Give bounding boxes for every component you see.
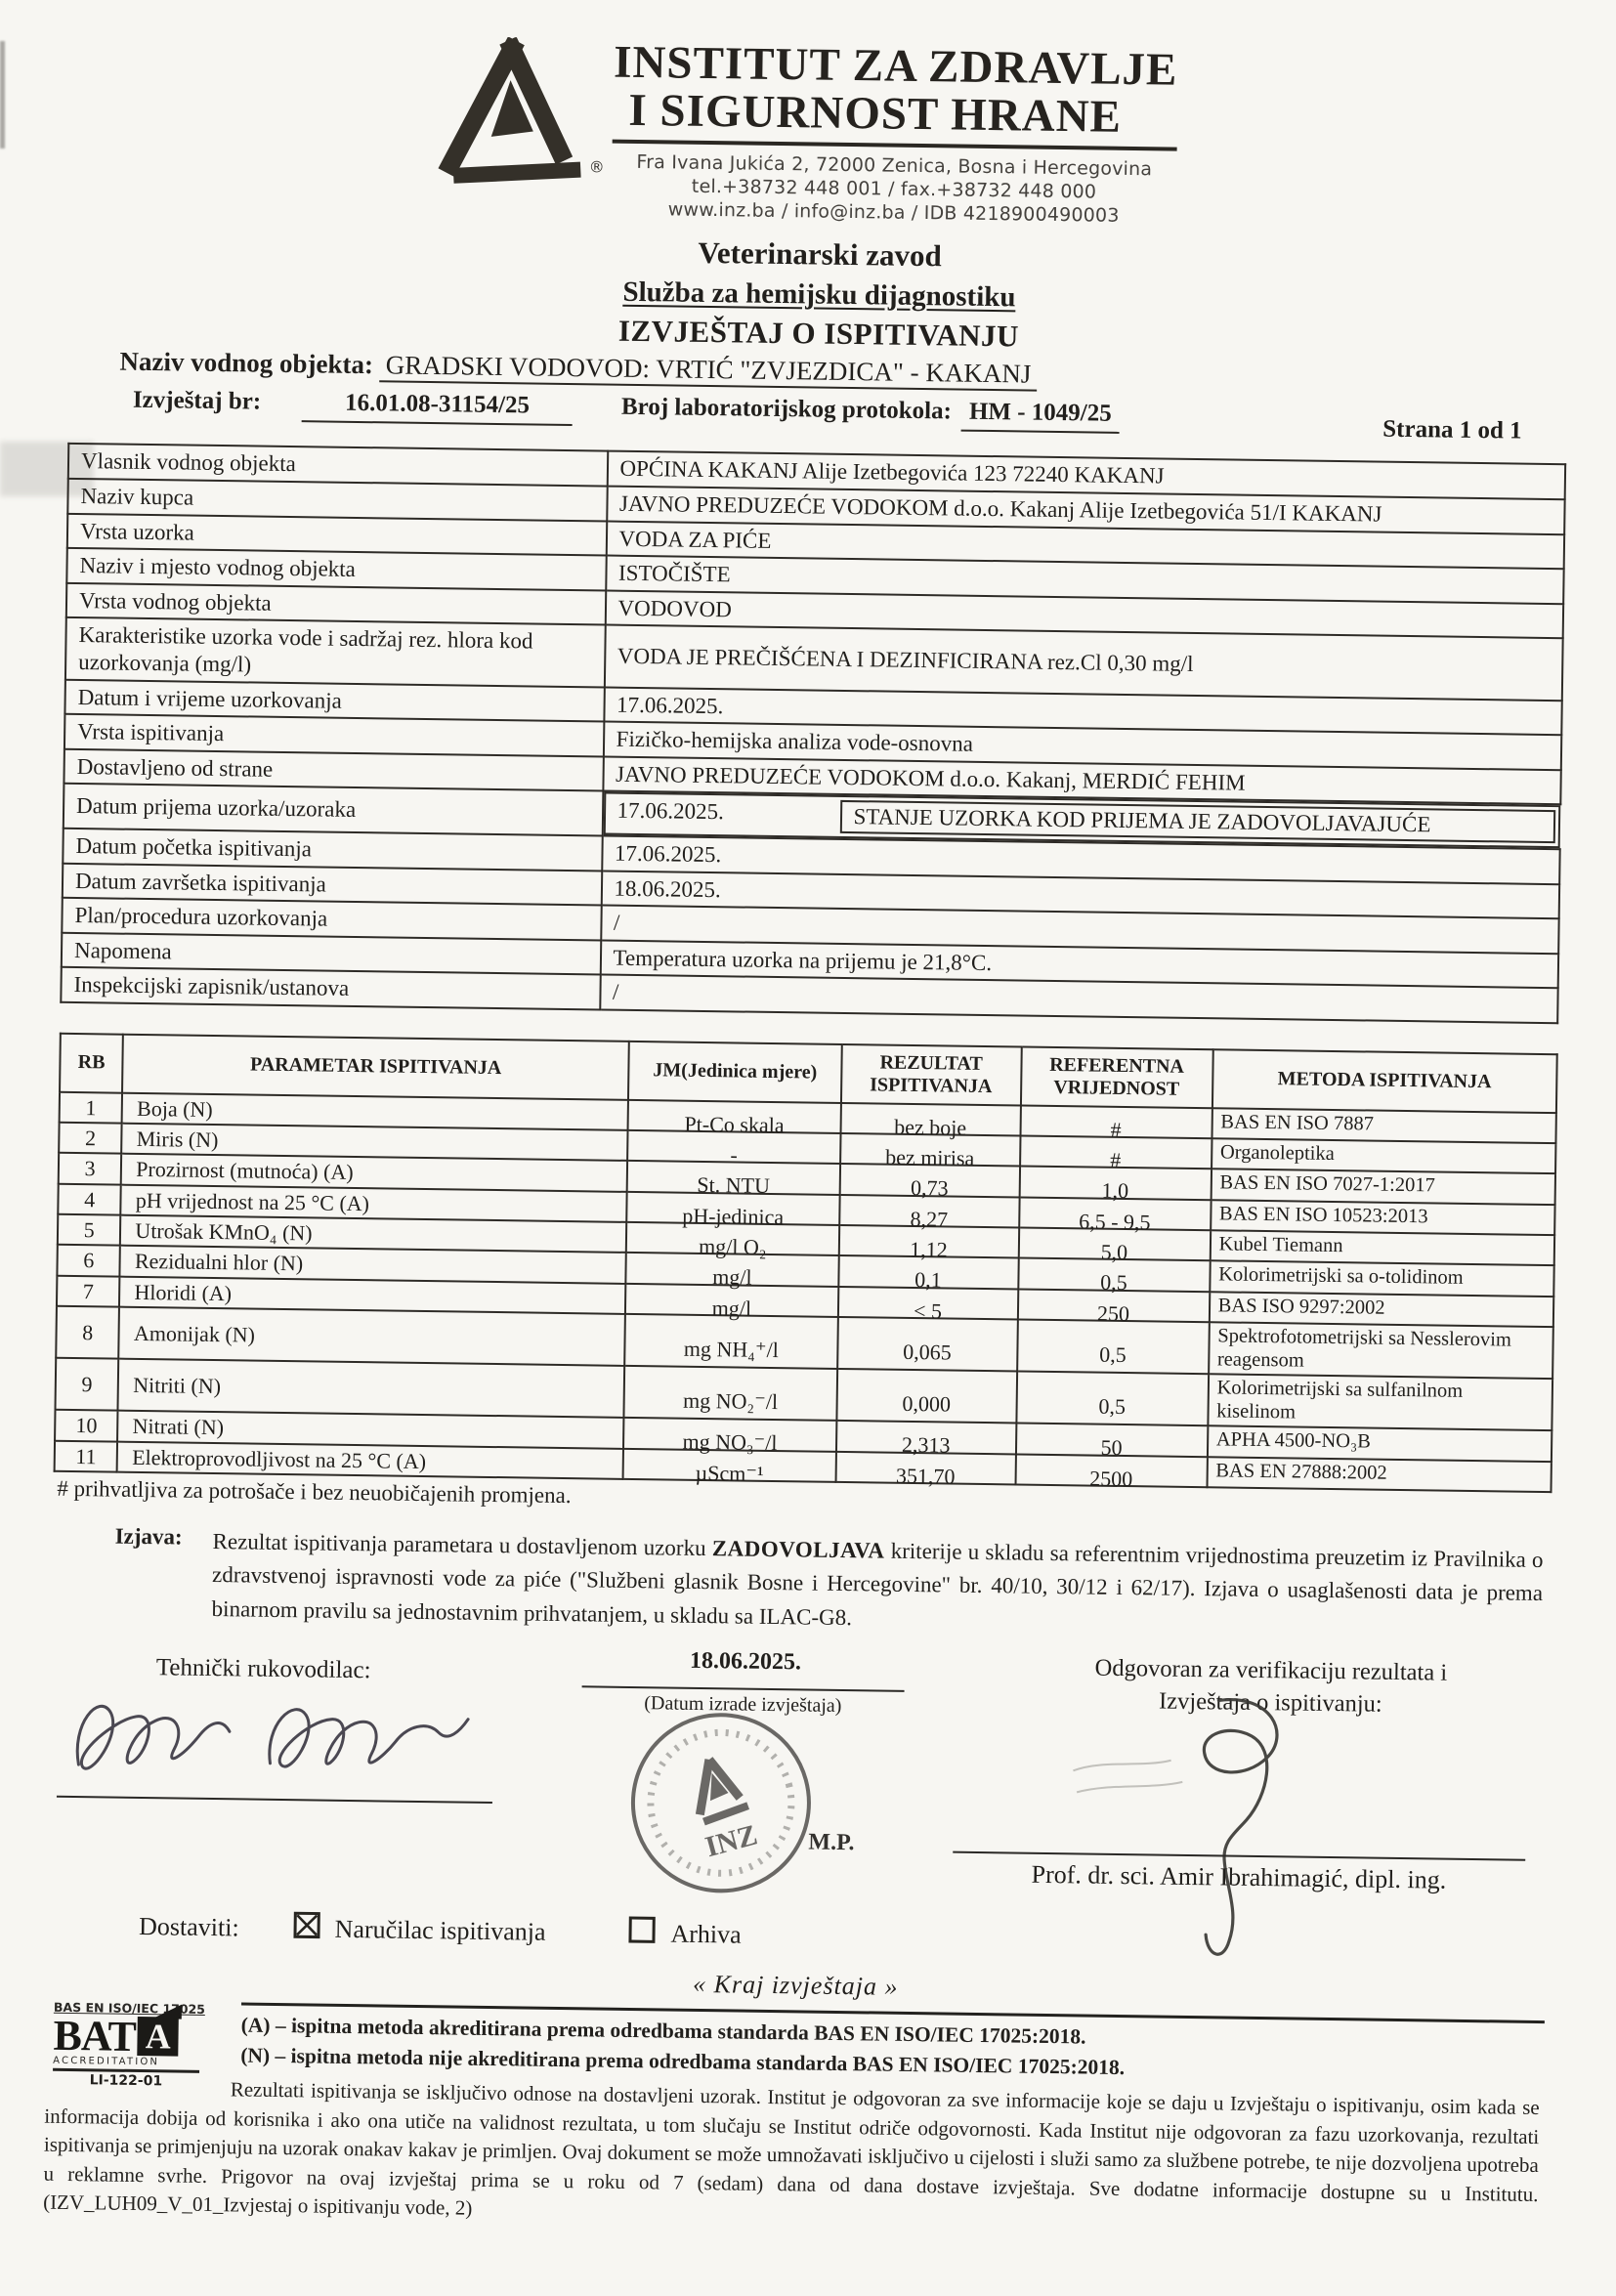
cell-parameter: Hloridi (A)	[119, 1276, 625, 1314]
sample-state-box: STANJE UZORKA KOD PRIJEMA JE ZADOVOLJAVAJUĆE	[839, 800, 1555, 843]
bata-standard-label: BAS EN ISO/IEC 17025	[53, 2000, 206, 2018]
info-value: 17.06.2025.	[604, 687, 1562, 735]
cell-result: bez mirisa	[840, 1133, 1020, 1167]
report-title: IZVJEŠTAJ O ISPITIVANJU	[617, 313, 1020, 354]
distribution-label: Dostaviti:	[138, 1911, 239, 1942]
institute-phone-fax: tel.+38732 448 001 / fax.+38732 448 000	[691, 175, 1097, 203]
cell-unit: Pt-Co skala	[628, 1100, 841, 1133]
info-label: Karakteristike uzorka vode i sadržaj rez. hlora kod uzorkovanja (mg/l)	[65, 617, 605, 687]
info-value: JAVNO PREDUZEĆE VODOKOM d.o.o. Kakanj, MERDIĆ FEHIM	[603, 756, 1561, 804]
disclaimer-paragraph: Rezultati ispitivanja se isključivo odnose na dostavljeni uzorak. Institut je odgovoran za sve informacije koje se daju u Izvještaju o ispitivanju, osim kada se informacija dobija od korisnika i ako ona utiče na validnost rezultata, u tom slučaju se Institut odriče odgovornosti. Kada Institut nije odgovoran za fazu uzorkovanja, rezultati ispitivanja se primjenjuju na uzorak onakav kakav je primljen. Ovaj dokument se može umnožavati isključivo u cijelosti i služi samo za službene potrebe, te nije dozvoljena upotreba u reklamne svrhe. Prigovor na ovaj izvještaj prima se u roku od 7 (sedam) dana od dana dostave izvještaja. Sve dodatne informacije dostupne su u Institutu. (IZV_LUH09_V_01_Izvjestaj o ispitivanju vode, 2)	[43, 2077, 1540, 2220]
cell-method: Kolorimetrijski sa o-tolidinom	[1210, 1261, 1554, 1297]
cell-unit: mg NH₄⁺/l	[624, 1314, 837, 1369]
info-value: /	[600, 975, 1558, 1023]
info-value: /	[601, 906, 1559, 954]
info-value: VODA ZA PIĆE	[606, 521, 1564, 569]
info-label: Vrsta uzorka	[67, 513, 607, 555]
bata-accreditation-label: ACCREDITATION	[53, 2056, 160, 2068]
institute-round-stamp	[604, 1685, 839, 1921]
cell-method: BAS EN 27888:2002	[1207, 1457, 1552, 1492]
cell-reference: 0,5	[1016, 1372, 1209, 1426]
cell-parameter: Elektroprovodljivost na 25 °C (A)	[117, 1441, 623, 1479]
header-method: METODA ISPITIVANJA	[1212, 1049, 1557, 1113]
info-label: Naziv kupca	[67, 479, 607, 521]
technical-manager-label: Tehnički rukovodilac:	[155, 1654, 371, 1684]
cell-unit: mg/l	[626, 1253, 839, 1286]
protocol-number-value: HM - 1049/25	[961, 399, 1120, 434]
report-number-label: Izvještaj br:	[132, 387, 262, 415]
cell-reference: 1,0	[1019, 1167, 1212, 1200]
cell-unit: mg NO₂⁻/l	[624, 1366, 837, 1421]
cell-reference: 2500	[1015, 1454, 1208, 1487]
bata-certificate-number: LI-122-01	[53, 2068, 199, 2090]
distribution-option-client: Naručilac ispitivanja	[334, 1914, 546, 1946]
cell-method: Spektrofotometrijski sa Nesslerovim reagensom	[1209, 1322, 1553, 1379]
info-value: VODA JE PREČIŠĆENA I DEZINFICIRANA rez.Cl 0,30 mg/l	[604, 625, 1562, 701]
cell-parameter: Nitriti (N)	[118, 1359, 625, 1418]
cell-rb: 4	[58, 1184, 121, 1215]
date-caption: (Datum izrade izvještaja)	[644, 1692, 842, 1718]
cell-parameter: pH vrijednost na 25 °C (A)	[121, 1184, 627, 1222]
info-label: Dostavljeno od strane	[64, 749, 603, 791]
letterhead	[32, 30, 1572, 234]
distribution-option-archive: Arhiva	[670, 1919, 742, 1949]
info-label: Inspekcijski zapisnik/ustanova	[61, 967, 600, 1009]
cell-parameter: Nitrati (N)	[117, 1411, 623, 1449]
svg-text:INZ: INZ	[702, 1818, 761, 1864]
scan-edge-artifact	[0, 41, 5, 149]
cell-result: 0,73	[839, 1164, 1019, 1197]
service-title: Služba za hemijsku dijagnostiku	[622, 276, 1016, 314]
report-number-value: 16.01.08-31154/25	[302, 390, 573, 427]
info-value: Fizičko-hemijska analiza vode-osnovna	[603, 722, 1561, 770]
technical-manager-signature	[63, 1663, 494, 1806]
cell-unit: -	[627, 1130, 840, 1164]
bata-accreditation-logo	[53, 2000, 232, 2091]
results-footnote: # prihvatljiva za potrošače i bez neuobičajenih promjena.	[57, 1475, 572, 1508]
conformity-statement	[51, 1523, 1551, 1645]
info-label: Vrsta ispitivanja	[64, 714, 604, 756]
header-result: REZULTAT ISPITIVANJA	[841, 1044, 1022, 1106]
report-number-line	[68, 386, 1567, 445]
receipt-date: 17.06.2025.	[617, 798, 725, 825]
institute-triangle-logo-icon	[426, 36, 605, 191]
statement-label: Izjava:	[114, 1523, 183, 1550]
sample-info-table	[60, 443, 1566, 1024]
cell-method: BAS EN ISO 7887	[1212, 1108, 1556, 1143]
info-label: Datum i vrijeme uzorkovanja	[64, 679, 604, 721]
verdict: ZADOVOLJAVA	[711, 1535, 885, 1563]
institute-web-idb: www.inz.ba / info@inz.ba / IDB 4218900490003	[667, 198, 1120, 228]
cell-parameter: Utrošak KMnO₄ (N)	[120, 1215, 626, 1254]
cell-unit: mg NO₃⁻/l	[623, 1418, 836, 1451]
header-reference: REFERENTNA VRIJEDNOST	[1020, 1046, 1212, 1108]
cell-method: Kubel Tiemann	[1210, 1230, 1554, 1265]
protocol-number-label: Broj laboratorijskog protokola:	[620, 394, 953, 425]
cell-method: BAS ISO 9297:2002	[1209, 1292, 1553, 1327]
info-label: Vrsta vodnog objekta	[66, 583, 606, 625]
cell-rb: 6	[57, 1245, 120, 1276]
info-value: VODOVOD	[605, 590, 1563, 638]
water-object-value: GRADSKI VODOVOD: VRTIĆ "ZVJEZDICA" - KAKANJ	[379, 351, 1037, 392]
title-block	[69, 225, 1570, 362]
cell-method: BAS EN ISO 7027-1:2017	[1211, 1169, 1555, 1205]
report-date: 18.06.2025.	[689, 1648, 802, 1676]
institute-name-block	[612, 36, 1178, 230]
cell-unit: mg/l O₂	[626, 1222, 839, 1255]
cell-parameter: Prozirnost (mutnoća) (A)	[121, 1154, 627, 1192]
cell-result: 1,12	[838, 1225, 1018, 1258]
cell-result: bez boje	[840, 1103, 1020, 1136]
institute-name-line1: INSTITUT ZA ZDRAVLJE	[613, 36, 1178, 96]
cell-result: < 5	[838, 1287, 1018, 1320]
water-object-label: Naziv vodnog objekta:	[119, 346, 374, 380]
results-table	[54, 1033, 1558, 1493]
checkbox-unchecked-icon	[627, 1915, 658, 1951]
info-label: Naziv i mjesto vodnog objekta	[66, 548, 606, 590]
footer	[43, 2000, 1545, 2237]
cell-rb: 10	[55, 1410, 118, 1441]
bata-logo-icon: BAT A	[53, 2016, 232, 2058]
verifier-name: Prof. dr. sci. Amir Ibrahimagić, dipl. ing.	[1031, 1860, 1447, 1894]
cell-reference: 0,5	[1017, 1319, 1210, 1374]
cell-result: 0,000	[836, 1369, 1017, 1424]
header-unit: JM(Jedinica mjere)	[628, 1042, 841, 1103]
cell-rb: 7	[57, 1275, 120, 1306]
method-accreditation-notes	[240, 2003, 1545, 2089]
cell-result: 2,313	[836, 1421, 1016, 1454]
cell-method: Organoleptika	[1212, 1138, 1556, 1173]
date-line	[582, 1686, 905, 1693]
checkbox-checked-icon	[291, 1910, 321, 1946]
info-value: 18.06.2025.	[601, 871, 1559, 918]
cell-rb: 5	[58, 1214, 121, 1246]
info-label: Datum prijema uzorka/uzoraka	[64, 784, 603, 835]
cell-unit: mg/l	[625, 1284, 838, 1317]
info-label: Datum početka ispitivanja	[63, 829, 602, 871]
cell-rb: 9	[55, 1358, 118, 1411]
cell-reference: 5,0	[1018, 1228, 1211, 1261]
cell-unit: pH-jedinica	[626, 1192, 839, 1225]
cell-rb: 1	[60, 1092, 123, 1124]
cell-result: 351,70	[835, 1451, 1015, 1484]
cell-reference: 250	[1017, 1289, 1210, 1322]
info-value: Temperatura uzorka na prijemu je 21,8°C.	[600, 940, 1558, 988]
stamp-mp-caption: M.P.	[808, 1829, 855, 1856]
registered-trademark: ®	[588, 157, 605, 177]
cell-parameter: Rezidualni hlor (N)	[120, 1246, 626, 1284]
cell-method: APHA 4500-NO₃B	[1208, 1425, 1552, 1461]
info-label: Vlasnik vodnog objekta	[68, 444, 608, 486]
cell-parameter: Boja (N)	[122, 1093, 628, 1131]
end-of-report-note: « Kraj izvještaja »	[692, 1970, 899, 2002]
cell-reference: 0,5	[1018, 1258, 1211, 1292]
cell-result: 0,065	[837, 1317, 1018, 1372]
signature-area	[47, 1637, 1550, 1924]
verifier-signature	[1129, 1691, 1387, 1959]
note-not-accredited: (N) – ispitna metoda nije akreditirana prema odredbama standarda BAS EN ISO/IEC 17025:2018.	[240, 2043, 1126, 2079]
info-value: OPĆINA KAKANJ Alije Izetbegovića 123 72240 KAKANJ	[607, 451, 1565, 499]
cell-rb: 2	[59, 1123, 122, 1154]
statement-text: Rezultat ispitivanja parametara u dostavljenom uzorku ZADOVOLJAVA kriterije u skladu sa referentnim vrijednostima preuzetim iz Pravilnika o zdravstvenoj ispravnosti vode za piće ("Službeni glasnik Bosne i Hercegovine" br. 40/10, 30/12 i 62/17). Izjava o usaglašenosti data je prema binarnom pravilu sa jednostavnim prihvatanjem, u skladu sa ILAC-G8.	[211, 1528, 1544, 1630]
cell-parameter: Miris (N)	[121, 1124, 627, 1162]
header-parameter: PARAMETAR ISPITIVANJA	[122, 1035, 629, 1100]
department-title: Veterinarski zavod	[698, 234, 943, 273]
cell-reference: 6,5 - 9,5	[1019, 1197, 1212, 1230]
info-value: 17.06.2025.	[602, 835, 1560, 883]
page-indicator: Strana 1 od 1	[1382, 415, 1522, 445]
cell-reference: 50	[1015, 1424, 1208, 1457]
cell-rb: 8	[56, 1306, 119, 1359]
cell-unit: St. NTU	[627, 1161, 840, 1194]
cell-result: 8,27	[839, 1195, 1019, 1228]
cell-result: 0,1	[838, 1255, 1018, 1289]
cell-rb: 11	[55, 1440, 118, 1471]
info-label: Datum završetka ispitivanja	[63, 863, 602, 905]
verifier-role-label: Odgovoran za verifikaciju rezultata i Izvještaja o ispitivanju:	[1094, 1654, 1448, 1719]
cell-unit: µScm⁻¹	[623, 1448, 836, 1481]
cell-parameter: Amonijak (N)	[119, 1307, 626, 1366]
cell-method: Kolorimetrijski sa sulfanilnom kiselinom	[1208, 1374, 1552, 1430]
info-label: Napomena	[62, 932, 601, 974]
info-value: JAVNO PREDUZEĆE VODOKOM d.o.o. Kakanj Alije Izetbegovića 51/I KAKANJ	[607, 487, 1565, 534]
cell-reference: #	[1020, 1136, 1212, 1169]
institute-name-line2: I SIGURNOST HRANE	[628, 85, 1123, 144]
cell-reference: #	[1020, 1105, 1212, 1138]
info-label: Plan/procedura uzorkovanja	[62, 898, 601, 940]
note-accredited: (A) – ispitna metoda akreditirana prema odredbama standarda BAS EN ISO/IEC 17025:2018.	[240, 2013, 1086, 2049]
header-rb: RB	[60, 1034, 123, 1093]
info-value: ISTOČIŠTE	[606, 556, 1564, 604]
cell-method: BAS EN ISO 10523:2013	[1211, 1200, 1555, 1235]
institute-address: Fra Ivana Jukića 2, 72000 Zenica, Bosna i Hercegovina	[636, 150, 1153, 180]
cell-rb: 3	[59, 1153, 122, 1184]
